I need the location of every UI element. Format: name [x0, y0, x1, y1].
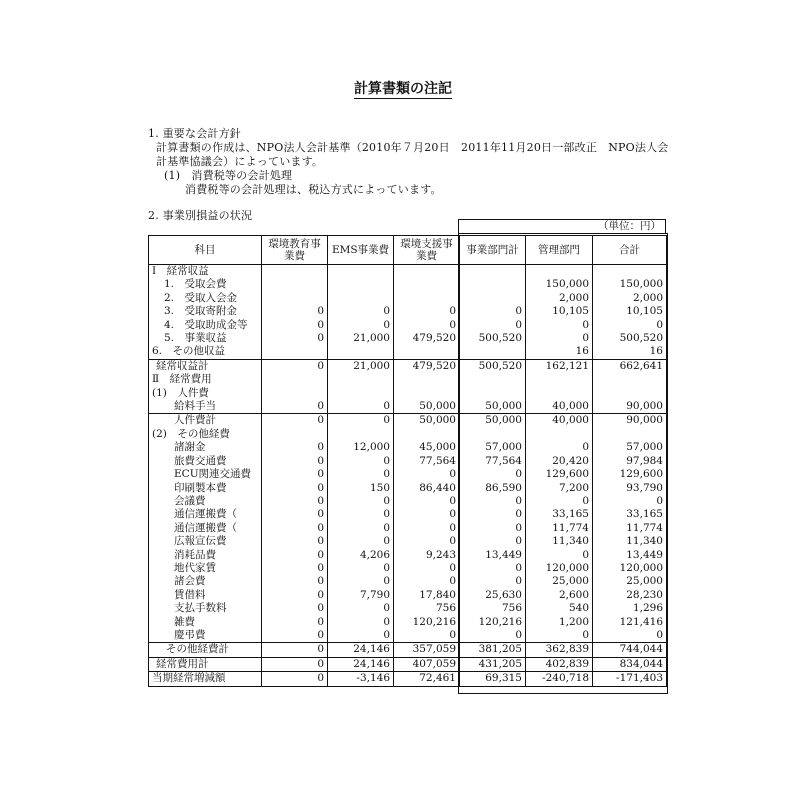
value-cell: [262, 373, 328, 386]
value-cell: 1,200: [526, 616, 593, 629]
value-cell: [262, 428, 328, 441]
value-cell: 0: [328, 562, 394, 575]
value-cell: 28,230: [593, 589, 667, 602]
value-cell: [394, 387, 460, 400]
value-cell: 50,000: [460, 414, 526, 428]
value-cell: 0: [328, 495, 394, 508]
value-cell: 120,216: [460, 616, 526, 629]
value-cell: 24,146: [328, 643, 394, 657]
table-row: [149, 400, 667, 414]
col-header-ems: EMS事業費: [328, 236, 394, 265]
table-row: [149, 535, 667, 548]
row-label-cell: 通信運搬費（: [149, 522, 262, 535]
value-cell: 0: [593, 495, 667, 508]
value-cell: [460, 345, 526, 359]
row-label-cell: Ⅱ 経常費用: [149, 373, 262, 386]
table-row: [149, 373, 667, 386]
value-cell: 0: [262, 359, 328, 373]
value-cell: 0: [394, 562, 460, 575]
value-cell: 13,449: [593, 549, 667, 562]
value-cell: 1,296: [593, 602, 667, 615]
value-cell: 540: [526, 602, 593, 615]
value-cell: 120,000: [593, 562, 667, 575]
value-cell: [328, 345, 394, 359]
col-header-admin: 管理部門: [526, 236, 593, 265]
value-cell: 0: [526, 441, 593, 454]
value-cell: 0: [394, 535, 460, 548]
value-cell: 57,000: [593, 441, 667, 454]
value-cell: 0: [262, 319, 328, 332]
value-cell: 11,774: [593, 522, 667, 535]
value-cell: 40,000: [526, 400, 593, 414]
table-row: [149, 468, 667, 481]
value-cell: [593, 373, 667, 386]
row-label-cell: 諸会費: [149, 575, 262, 588]
value-cell: 0: [328, 522, 394, 535]
value-cell: 33,165: [593, 508, 667, 521]
value-cell: [262, 345, 328, 359]
table-row: [149, 414, 667, 428]
table-row: [149, 441, 667, 454]
value-cell: 25,000: [593, 575, 667, 588]
row-label-cell: その他経費計: [149, 643, 262, 657]
value-cell: 0: [262, 468, 328, 481]
value-cell: 45,000: [394, 441, 460, 454]
value-cell: 25,630: [460, 589, 526, 602]
table-row: [149, 549, 667, 562]
value-cell: 10,105: [593, 305, 667, 318]
row-label-cell: (1) 人件費: [149, 387, 262, 400]
value-cell: [593, 387, 667, 400]
value-cell: 21,000: [328, 359, 394, 373]
table-row: [149, 575, 667, 588]
row-label-cell: 印刷製本費: [149, 482, 262, 495]
value-cell: [460, 373, 526, 386]
value-cell: 150: [328, 482, 394, 495]
section1-line1: 計算書類の作成は、NPO法人会計基準（2010年７月20日 2011年11月20日一部改正 NPO法人会: [156, 141, 669, 154]
value-cell: 0: [328, 400, 394, 414]
table-row: [149, 657, 667, 671]
table-row: [149, 522, 667, 535]
value-cell: 129,600: [593, 468, 667, 481]
value-cell: [328, 278, 394, 291]
value-cell: -240,718: [526, 672, 593, 686]
value-cell: [460, 428, 526, 441]
value-cell: 402,839: [526, 657, 593, 671]
value-cell: 0: [262, 495, 328, 508]
value-cell: 4,206: [328, 549, 394, 562]
value-cell: 93,790: [593, 482, 667, 495]
value-cell: 0: [460, 305, 526, 318]
row-label-cell: 6. その他収益: [149, 345, 262, 359]
value-cell: [526, 265, 593, 279]
value-cell: [394, 345, 460, 359]
value-cell: 13,449: [460, 549, 526, 562]
value-cell: 9,243: [394, 549, 460, 562]
value-cell: 0: [460, 562, 526, 575]
value-cell: 50,000: [394, 400, 460, 414]
value-cell: 407,059: [394, 657, 460, 671]
value-cell: [394, 373, 460, 386]
value-cell: 0: [262, 643, 328, 657]
value-cell: [593, 428, 667, 441]
row-label-cell: 支払手数料: [149, 602, 262, 615]
value-cell: 10,105: [526, 305, 593, 318]
value-cell: 57,000: [460, 441, 526, 454]
value-cell: 0: [262, 616, 328, 629]
value-cell: 744,044: [593, 643, 667, 657]
value-cell: 0: [394, 495, 460, 508]
value-cell: 72,461: [394, 672, 460, 686]
value-cell: 11,340: [593, 535, 667, 548]
value-cell: 2,000: [526, 292, 593, 305]
value-cell: 0: [262, 589, 328, 602]
value-cell: 479,520: [394, 332, 460, 345]
income-statement-table: [148, 235, 667, 687]
value-cell: [460, 278, 526, 291]
table-row: [149, 387, 667, 400]
col-header-env-support: 環境支援事業費: [394, 236, 460, 265]
value-cell: [460, 292, 526, 305]
row-label-cell: 人件費計: [149, 414, 262, 428]
row-label-cell: 旅費交通費: [149, 455, 262, 468]
row-label-cell: 慶弔費: [149, 629, 262, 643]
value-cell: 0: [526, 319, 593, 332]
value-cell: [460, 387, 526, 400]
value-cell: 500,520: [460, 332, 526, 345]
value-cell: 11,774: [526, 522, 593, 535]
value-cell: [394, 265, 460, 279]
table-row: [149, 332, 667, 345]
section1-sub-text: 消費税等の会計処理は、税込方式によっています。: [185, 183, 442, 196]
table-row: [149, 278, 667, 291]
section1-line2: 計基準協議会）によっています。: [156, 155, 324, 168]
value-cell: 0: [526, 629, 593, 643]
value-cell: 756: [394, 602, 460, 615]
value-cell: 0: [262, 575, 328, 588]
value-cell: 0: [328, 305, 394, 318]
table-row: [149, 292, 667, 305]
value-cell: 69,315: [460, 672, 526, 686]
value-cell: 0: [262, 657, 328, 671]
value-cell: [526, 387, 593, 400]
value-cell: 16: [526, 345, 593, 359]
value-cell: 50,000: [394, 414, 460, 428]
row-label-cell: (2) その他経費: [149, 428, 262, 441]
value-cell: 86,590: [460, 482, 526, 495]
value-cell: 86,440: [394, 482, 460, 495]
row-label-cell: 通信運搬費（: [149, 508, 262, 521]
value-cell: 11,340: [526, 535, 593, 548]
value-cell: 0: [262, 441, 328, 454]
value-cell: [394, 278, 460, 291]
value-cell: 24,146: [328, 657, 394, 671]
value-cell: 0: [460, 508, 526, 521]
col-header-account: 科目: [149, 236, 262, 265]
section1-heading: 1. 重要な会計方針: [148, 127, 241, 140]
value-cell: 500,520: [593, 332, 667, 345]
section1-sub-heading: (1) 消費税等の会計処理: [164, 169, 293, 182]
value-cell: 0: [593, 629, 667, 643]
value-cell: 97,984: [593, 455, 667, 468]
value-cell: 0: [593, 319, 667, 332]
value-cell: 129,600: [526, 468, 593, 481]
row-label-cell: 2. 受取入会金: [149, 292, 262, 305]
value-cell: 33,165: [526, 508, 593, 521]
row-label-cell: 消耗品費: [149, 549, 262, 562]
row-label-cell: 会議費: [149, 495, 262, 508]
row-label-cell: 4. 受取助成金等: [149, 319, 262, 332]
value-cell: 17,840: [394, 589, 460, 602]
value-cell: [460, 265, 526, 279]
table-row: [149, 265, 667, 279]
row-label-cell: 経常費用計: [149, 657, 262, 671]
value-cell: 0: [262, 549, 328, 562]
value-cell: 0: [328, 602, 394, 615]
value-cell: [262, 387, 328, 400]
value-cell: 0: [526, 332, 593, 345]
value-cell: 362,839: [526, 643, 593, 657]
value-cell: 0: [394, 575, 460, 588]
value-cell: [526, 428, 593, 441]
value-cell: 0: [328, 319, 394, 332]
value-cell: 0: [262, 629, 328, 643]
table-row: [149, 589, 667, 602]
value-cell: 0: [526, 549, 593, 562]
value-cell: 0: [262, 562, 328, 575]
row-label-cell: 5. 事業収益: [149, 332, 262, 345]
value-cell: 479,520: [394, 359, 460, 373]
value-cell: [394, 428, 460, 441]
value-cell: 0: [526, 495, 593, 508]
value-cell: 2,600: [526, 589, 593, 602]
table-row: [149, 616, 667, 629]
table-row: [149, 428, 667, 441]
value-cell: 0: [262, 455, 328, 468]
table-row: [149, 562, 667, 575]
table-row: [149, 672, 667, 686]
col-header-env-education: 環境教育事業費: [262, 236, 328, 265]
table-row: [149, 643, 667, 657]
value-cell: [328, 265, 394, 279]
value-cell: 150,000: [526, 278, 593, 291]
value-cell: -3,146: [328, 672, 394, 686]
value-cell: 12,000: [328, 441, 394, 454]
value-cell: 21,000: [328, 332, 394, 345]
value-cell: 25,000: [526, 575, 593, 588]
table-row: [149, 319, 667, 332]
value-cell: 0: [394, 305, 460, 318]
row-label-cell: 諸謝金: [149, 441, 262, 454]
value-cell: 90,000: [593, 400, 667, 414]
value-cell: 0: [328, 629, 394, 643]
value-cell: [328, 387, 394, 400]
row-label-cell: 3. 受取寄附金: [149, 305, 262, 318]
row-label-cell: 地代家賃: [149, 562, 262, 575]
table-row: [149, 602, 667, 615]
table-row: [149, 305, 667, 318]
table-row: [149, 345, 667, 359]
value-cell: 0: [328, 535, 394, 548]
value-cell: 77,564: [460, 455, 526, 468]
row-label-cell: 1. 受取会費: [149, 278, 262, 291]
value-cell: 0: [460, 575, 526, 588]
value-cell: 20,420: [526, 455, 593, 468]
value-cell: 0: [328, 414, 394, 428]
value-cell: 0: [460, 629, 526, 643]
row-label-cell: Ⅰ 経常収益: [149, 265, 262, 279]
value-cell: 0: [460, 495, 526, 508]
table-row: [149, 359, 667, 373]
value-cell: 0: [328, 455, 394, 468]
value-cell: 90,000: [593, 414, 667, 428]
value-cell: 0: [394, 468, 460, 481]
table-row: [149, 455, 667, 468]
value-cell: 120,000: [526, 562, 593, 575]
value-cell: 0: [328, 468, 394, 481]
value-cell: [262, 292, 328, 305]
section2-heading: 2. 事業別損益の状況: [148, 209, 253, 222]
value-cell: 0: [328, 575, 394, 588]
value-cell: 834,044: [593, 657, 667, 671]
value-cell: 756: [460, 602, 526, 615]
value-cell: [328, 428, 394, 441]
row-label-cell: 賃借料: [149, 589, 262, 602]
value-cell: 0: [328, 616, 394, 629]
value-cell: 0: [262, 332, 328, 345]
value-cell: 500,520: [460, 359, 526, 373]
value-cell: 0: [262, 414, 328, 428]
value-cell: 120,216: [394, 616, 460, 629]
value-cell: 0: [460, 468, 526, 481]
value-cell: 16: [593, 345, 667, 359]
value-cell: 0: [394, 508, 460, 521]
value-cell: 0: [262, 535, 328, 548]
row-label-cell: 経常収益計: [149, 359, 262, 373]
value-cell: [328, 373, 394, 386]
row-label-cell: 雑費: [149, 616, 262, 629]
page-title: 計算書類の注記: [354, 81, 452, 97]
value-cell: 0: [328, 508, 394, 521]
table-row: [149, 495, 667, 508]
value-cell: 0: [262, 672, 328, 686]
value-cell: 0: [262, 305, 328, 318]
value-cell: 357,059: [394, 643, 460, 657]
value-cell: 0: [460, 319, 526, 332]
value-cell: 7,790: [328, 589, 394, 602]
value-cell: 150,000: [593, 278, 667, 291]
table-row: [149, 508, 667, 521]
value-cell: 50,000: [460, 400, 526, 414]
value-cell: [593, 265, 667, 279]
value-cell: 662,641: [593, 359, 667, 373]
value-cell: 0: [262, 482, 328, 495]
value-cell: 0: [460, 522, 526, 535]
row-label-cell: 当期経常増減額: [149, 672, 262, 686]
row-label-cell: 広報宣伝費: [149, 535, 262, 548]
value-cell: 0: [394, 629, 460, 643]
table-row: [149, 629, 667, 643]
value-cell: 0: [262, 400, 328, 414]
value-cell: 40,000: [526, 414, 593, 428]
value-cell: 0: [394, 319, 460, 332]
value-cell: 2,000: [593, 292, 667, 305]
value-cell: [526, 373, 593, 386]
row-label-cell: 給料手当: [149, 400, 262, 414]
value-cell: 121,416: [593, 616, 667, 629]
value-cell: [262, 278, 328, 291]
table-header-row: [149, 236, 667, 265]
row-label-cell: ECU関連交通費: [149, 468, 262, 481]
col-header-total: 合計: [593, 236, 667, 265]
value-cell: [394, 292, 460, 305]
value-cell: 77,564: [394, 455, 460, 468]
value-cell: [262, 265, 328, 279]
value-cell: 381,205: [460, 643, 526, 657]
value-cell: [328, 292, 394, 305]
value-cell: 0: [262, 508, 328, 521]
value-cell: -171,403: [593, 672, 667, 686]
value-cell: 7,200: [526, 482, 593, 495]
value-cell: 162,121: [526, 359, 593, 373]
value-cell: 0: [460, 535, 526, 548]
value-cell: 0: [262, 602, 328, 615]
value-cell: 0: [394, 522, 460, 535]
value-cell: 0: [262, 522, 328, 535]
col-header-dept-total: 事業部門計: [460, 236, 526, 265]
value-cell: 431,205: [460, 657, 526, 671]
unit-label: （単位：円）: [458, 219, 666, 233]
table-row: [149, 482, 667, 495]
